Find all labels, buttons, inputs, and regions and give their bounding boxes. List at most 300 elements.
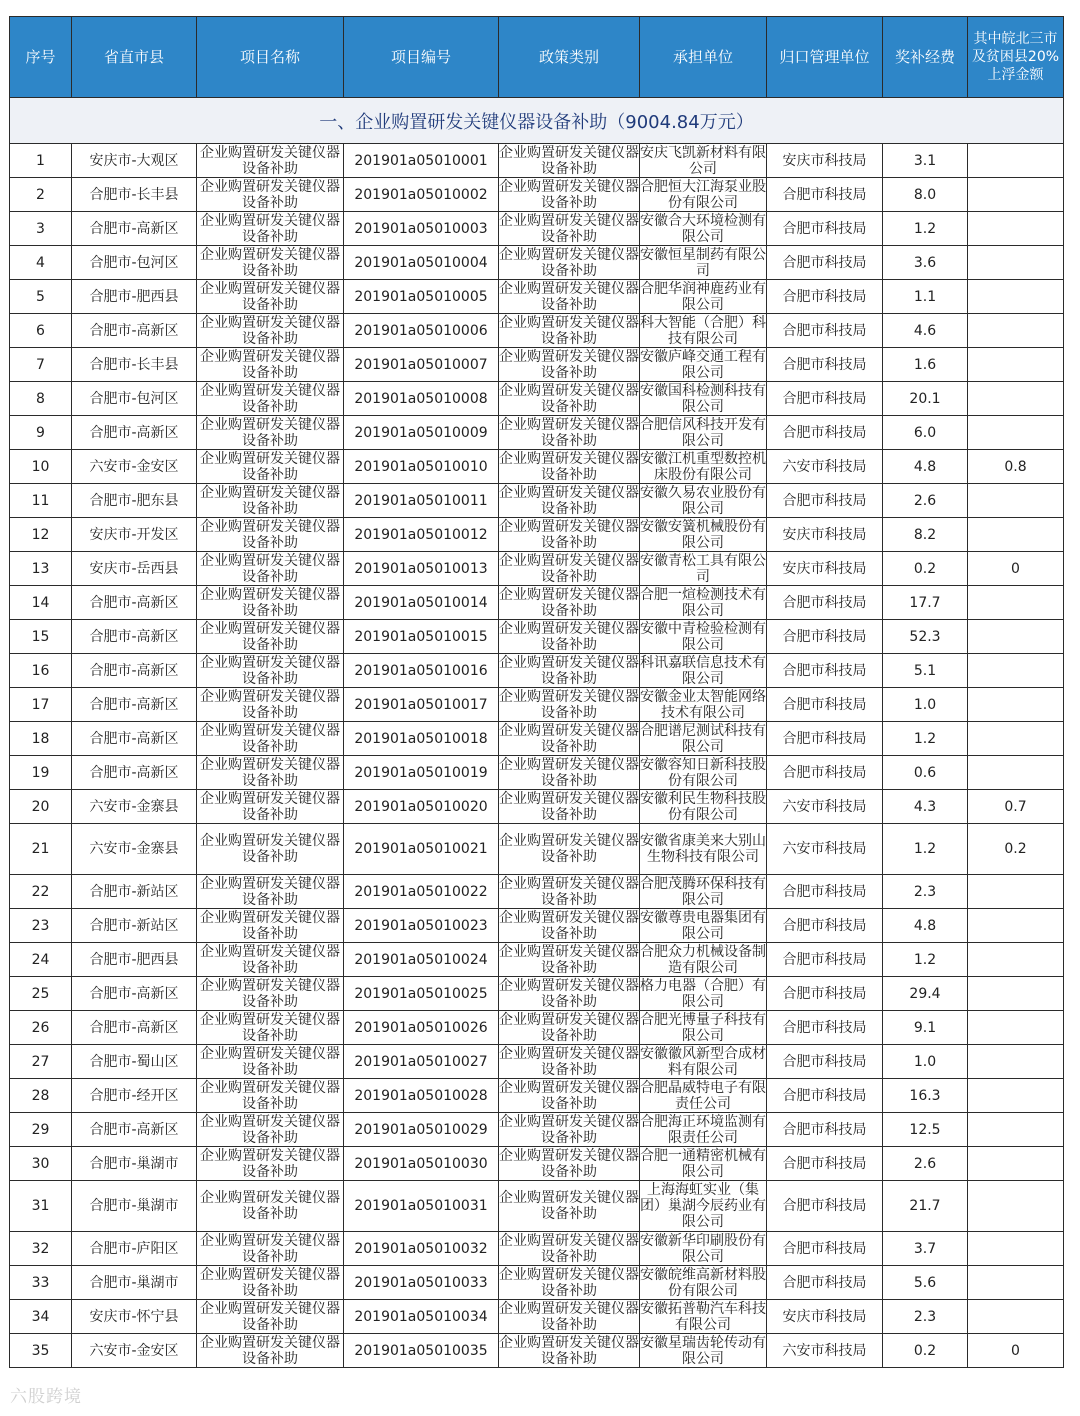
cell-fund: 16.3 bbox=[883, 1079, 968, 1113]
cell-policy: 企业购置研发关键仪器设备补助 bbox=[499, 484, 639, 517]
cell-county: 合肥市-肥东县 bbox=[72, 484, 197, 518]
cell-unit: 合肥晶威特电子有限责任公司 bbox=[640, 1079, 766, 1112]
table-body bbox=[10, 144, 1064, 1368]
cell-county: 合肥市-巢湖市 bbox=[72, 1147, 197, 1181]
cell-project-code: 201901a05010014 bbox=[344, 586, 499, 620]
cell-unit: 合肥光博量子科技有限公司 bbox=[640, 1011, 766, 1044]
table-row bbox=[10, 688, 1064, 722]
cell-project-code: 201901a05010035 bbox=[344, 1334, 499, 1368]
cell-project-code: 201901a05010010 bbox=[344, 450, 499, 484]
cell-county: 合肥市-新站区 bbox=[72, 875, 197, 909]
cell-project-name: 企业购置研发关键仪器设备补助 bbox=[197, 450, 344, 484]
cell-dept: 合肥市科技局 bbox=[767, 314, 883, 348]
cell-project-code: 201901a05010015 bbox=[344, 620, 499, 654]
cell-unit: 安徽尊贵电器集团有限公司 bbox=[640, 909, 766, 942]
cell-county: 合肥市-长丰县 bbox=[72, 348, 197, 382]
cell-index: 34 bbox=[10, 1300, 72, 1334]
cell-index: 33 bbox=[10, 1266, 72, 1300]
cell-index: 31 bbox=[10, 1181, 72, 1232]
table-row bbox=[10, 144, 1064, 178]
cell-project-code: 201901a05010004 bbox=[344, 246, 499, 280]
cell-dept: 合肥市科技局 bbox=[767, 977, 883, 1011]
cell-index: 21 bbox=[10, 824, 72, 875]
cell-unit: 合肥恒大江海泵业股份有限公司 bbox=[640, 178, 766, 211]
cell-county: 六安市-金安区 bbox=[72, 450, 197, 484]
cell-policy: 企业购置研发关键仪器设备补助 bbox=[499, 246, 639, 279]
cell-project-name: 企业购置研发关键仪器设备补助 bbox=[197, 552, 344, 586]
cell-project-code: 201901a05010027 bbox=[344, 1045, 499, 1079]
cell-unit: 安徽皖维高新材料股份有限公司 bbox=[640, 1266, 766, 1299]
cell-unit: 合肥华润神鹿药业有限公司 bbox=[640, 280, 766, 313]
cell-policy: 企业购置研发关键仪器设备补助 bbox=[499, 416, 639, 449]
cell-index: 26 bbox=[10, 1011, 72, 1045]
cell-dept: 合肥市科技局 bbox=[767, 1045, 883, 1079]
cell-fund: 2.3 bbox=[883, 1300, 968, 1334]
cell-fund: 5.6 bbox=[883, 1266, 968, 1300]
table-row bbox=[10, 620, 1064, 654]
cell-extra bbox=[968, 1079, 1064, 1113]
cell-extra bbox=[968, 1113, 1064, 1147]
cell-fund: 1.0 bbox=[883, 1045, 968, 1079]
cell-fund: 3.1 bbox=[883, 144, 968, 178]
subsidy-table bbox=[9, 16, 1064, 1368]
cell-fund: 3.6 bbox=[883, 246, 968, 280]
cell-unit: 安徽容知日新科技股份有限公司 bbox=[640, 756, 766, 789]
cell-unit: 安徽省康美来大别山生物科技有限公司 bbox=[640, 824, 767, 875]
cell-fund: 17.7 bbox=[883, 586, 968, 620]
cell-fund: 4.6 bbox=[883, 314, 968, 348]
cell-index: 2 bbox=[10, 178, 72, 212]
cell-project-code: 201901a05010011 bbox=[344, 484, 499, 518]
cell-county: 安庆市-怀宁县 bbox=[72, 1300, 197, 1334]
cell-fund: 1.2 bbox=[883, 824, 968, 875]
cell-index: 30 bbox=[10, 1147, 72, 1181]
cell-project-code: 201901a05010031 bbox=[344, 1181, 499, 1232]
cell-extra bbox=[968, 348, 1064, 382]
cell-project-name: 企业购置研发关键仪器设备补助 bbox=[197, 943, 344, 977]
cell-project-name: 企业购置研发关键仪器设备补助 bbox=[197, 314, 344, 348]
cell-policy: 企业购置研发关键仪器设备补助 bbox=[499, 348, 639, 381]
cell-unit: 安徽中青检验检测有限公司 bbox=[640, 620, 766, 653]
cell-county: 合肥市-新站区 bbox=[72, 909, 197, 943]
table-row bbox=[10, 1181, 1064, 1232]
cell-index: 24 bbox=[10, 943, 72, 977]
cell-county: 合肥市-经开区 bbox=[72, 1079, 197, 1113]
cell-project-code: 201901a05010016 bbox=[344, 654, 499, 688]
table-row bbox=[10, 1045, 1064, 1079]
cell-policy: 企业购置研发关键仪器设备补助 bbox=[499, 790, 639, 823]
cell-extra bbox=[968, 416, 1064, 450]
cell-project-name: 企业购置研发关键仪器设备补助 bbox=[197, 722, 344, 756]
cell-project-name: 企业购置研发关键仪器设备补助 bbox=[197, 1300, 344, 1334]
cell-extra bbox=[968, 1181, 1064, 1232]
cell-dept: 合肥市科技局 bbox=[767, 586, 883, 620]
cell-policy: 企业购置研发关键仪器设备补助 bbox=[499, 943, 639, 976]
cell-policy: 企业购置研发关键仪器设备补助 bbox=[499, 144, 639, 177]
cell-fund: 1.6 bbox=[883, 348, 968, 382]
cell-dept: 合肥市科技局 bbox=[767, 1147, 883, 1181]
cell-index: 1 bbox=[10, 144, 72, 178]
cell-extra bbox=[968, 1232, 1064, 1266]
cell-county: 合肥市-包河区 bbox=[72, 246, 197, 280]
cell-project-code: 201901a05010005 bbox=[344, 280, 499, 314]
cell-index: 23 bbox=[10, 909, 72, 943]
cell-unit: 安徽合大环境检测有限公司 bbox=[640, 212, 766, 245]
cell-policy: 企业购置研发关键仪器设备补助 bbox=[499, 1113, 639, 1146]
cell-project-name: 企业购置研发关键仪器设备补助 bbox=[197, 348, 344, 382]
cell-project-name: 企业购置研发关键仪器设备补助 bbox=[197, 688, 344, 722]
cell-fund: 12.5 bbox=[883, 1113, 968, 1147]
table-row bbox=[10, 790, 1064, 824]
cell-project-code: 201901a05010012 bbox=[344, 518, 499, 552]
cell-county: 合肥市-庐阳区 bbox=[72, 1232, 197, 1266]
cell-extra bbox=[968, 688, 1064, 722]
cell-unit: 格力电器（合肥）有限公司 bbox=[640, 977, 766, 1010]
cell-project-code: 201901a05010028 bbox=[344, 1079, 499, 1113]
cell-extra bbox=[968, 586, 1064, 620]
table-row bbox=[10, 875, 1064, 909]
cell-fund: 8.0 bbox=[883, 178, 968, 212]
cell-unit: 安徽久易农业股份有限公司 bbox=[640, 484, 766, 517]
cell-project-name: 企业购置研发关键仪器设备补助 bbox=[197, 382, 344, 416]
cell-project-code: 201901a05010009 bbox=[344, 416, 499, 450]
table-row bbox=[10, 212, 1064, 246]
cell-index: 17 bbox=[10, 688, 72, 722]
cell-index: 29 bbox=[10, 1113, 72, 1147]
cell-county: 合肥市-高新区 bbox=[72, 586, 197, 620]
cell-extra bbox=[968, 654, 1064, 688]
cell-county: 合肥市-肥西县 bbox=[72, 943, 197, 977]
cell-policy: 企业购置研发关键仪器设备补助 bbox=[499, 450, 639, 483]
cell-dept: 合肥市科技局 bbox=[767, 1266, 883, 1300]
cell-project-code: 201901a05010023 bbox=[344, 909, 499, 943]
cell-fund: 4.8 bbox=[883, 909, 968, 943]
cell-index: 28 bbox=[10, 1079, 72, 1113]
cell-policy: 企业购置研发关键仪器设备补助 bbox=[499, 1266, 639, 1299]
cell-unit: 合肥众力机械设备制造有限公司 bbox=[640, 943, 766, 976]
cell-project-code: 201901a05010034 bbox=[344, 1300, 499, 1334]
table-row bbox=[10, 348, 1064, 382]
cell-unit: 科大智能（合肥）科技有限公司 bbox=[640, 314, 766, 347]
cell-policy: 企业购置研发关键仪器设备补助 bbox=[499, 212, 639, 245]
cell-index: 3 bbox=[10, 212, 72, 246]
cell-extra bbox=[968, 144, 1064, 178]
cell-index: 25 bbox=[10, 977, 72, 1011]
cell-project-code: 201901a05010003 bbox=[344, 212, 499, 246]
table-row bbox=[10, 1232, 1064, 1266]
cell-fund: 2.6 bbox=[883, 484, 968, 518]
cell-project-name: 企业购置研发关键仪器设备补助 bbox=[197, 909, 344, 943]
table-row bbox=[10, 246, 1064, 280]
cell-project-name: 企业购置研发关键仪器设备补助 bbox=[197, 178, 344, 212]
table-row bbox=[10, 1334, 1064, 1368]
cell-policy: 企业购置研发关键仪器设备补助 bbox=[499, 1334, 639, 1367]
cell-project-code: 201901a05010020 bbox=[344, 790, 499, 824]
cell-county: 合肥市-高新区 bbox=[72, 314, 197, 348]
cell-dept: 合肥市科技局 bbox=[767, 382, 883, 416]
cell-project-code: 201901a05010024 bbox=[344, 943, 499, 977]
cell-unit: 安庆飞凯新材料有限公司 bbox=[640, 144, 766, 177]
cell-fund: 4.8 bbox=[883, 450, 968, 484]
cell-fund: 2.6 bbox=[883, 1147, 968, 1181]
cell-county: 合肥市-高新区 bbox=[72, 1113, 197, 1147]
cell-project-name: 企业购置研发关键仪器设备补助 bbox=[197, 246, 344, 280]
col-header-index: 序号 bbox=[10, 17, 72, 98]
cell-dept: 合肥市科技局 bbox=[767, 246, 883, 280]
cell-project-code: 201901a05010019 bbox=[344, 756, 499, 790]
cell-unit: 安徽金业太智能网络技术有限公司 bbox=[640, 688, 766, 721]
cell-dept: 合肥市科技局 bbox=[767, 484, 883, 518]
cell-index: 6 bbox=[10, 314, 72, 348]
table-row bbox=[10, 1079, 1064, 1113]
cell-fund: 1.0 bbox=[883, 688, 968, 722]
cell-unit: 合肥一通精密机械有限公司 bbox=[640, 1147, 766, 1180]
cell-project-name: 企业购置研发关键仪器设备补助 bbox=[197, 1011, 344, 1045]
cell-unit: 上海海虹实业（集团）巢湖今辰药业有限公司 bbox=[640, 1182, 766, 1230]
cell-fund: 6.0 bbox=[883, 416, 968, 450]
cell-unit: 合肥茂腾环保科技有限公司 bbox=[640, 875, 766, 908]
cell-unit: 合肥信风科技开发有限公司 bbox=[640, 416, 766, 449]
cell-index: 9 bbox=[10, 416, 72, 450]
cell-unit: 安徽徽风新型合成材料有限公司 bbox=[640, 1045, 766, 1078]
table-row bbox=[10, 1266, 1064, 1300]
cell-unit: 安徽国科检测科技有限公司 bbox=[640, 382, 766, 415]
cell-fund: 9.1 bbox=[883, 1011, 968, 1045]
col-header-county: 省直市县 bbox=[72, 17, 197, 98]
cell-project-code: 201901a05010030 bbox=[344, 1147, 499, 1181]
cell-county: 合肥市-高新区 bbox=[72, 654, 197, 688]
cell-unit: 科讯嘉联信息技术有限公司 bbox=[640, 654, 766, 687]
cell-policy: 企业购置研发关键仪器设备补助 bbox=[499, 1011, 639, 1044]
cell-county: 合肥市-高新区 bbox=[72, 416, 197, 450]
cell-index: 10 bbox=[10, 450, 72, 484]
cell-extra: 0.8 bbox=[968, 450, 1064, 484]
cell-policy: 企业购置研发关键仪器设备补助 bbox=[499, 1079, 639, 1112]
cell-unit: 合肥一煊检测技术有限公司 bbox=[640, 586, 766, 619]
cell-fund: 4.3 bbox=[883, 790, 968, 824]
cell-dept: 合肥市科技局 bbox=[767, 178, 883, 212]
cell-dept: 合肥市科技局 bbox=[767, 620, 883, 654]
cell-index: 14 bbox=[10, 586, 72, 620]
cell-extra bbox=[968, 212, 1064, 246]
cell-county: 合肥市-高新区 bbox=[72, 212, 197, 246]
cell-extra bbox=[968, 246, 1064, 280]
cell-policy: 企业购置研发关键仪器设备补助 bbox=[499, 1181, 640, 1232]
cell-dept: 合肥市科技局 bbox=[767, 722, 883, 756]
cell-county: 合肥市-巢湖市 bbox=[72, 1266, 197, 1300]
cell-fund: 3.7 bbox=[883, 1232, 968, 1266]
cell-project-name: 企业购置研发关键仪器设备补助 bbox=[197, 1113, 344, 1147]
cell-policy: 企业购置研发关键仪器设备补助 bbox=[499, 620, 639, 653]
cell-index: 22 bbox=[10, 875, 72, 909]
cell-fund: 1.2 bbox=[883, 943, 968, 977]
col-header-project-name: 项目名称 bbox=[197, 17, 344, 98]
cell-policy: 企业购置研发关键仪器设备补助 bbox=[499, 314, 639, 347]
section-row bbox=[10, 98, 1064, 144]
cell-extra bbox=[968, 620, 1064, 654]
table-row bbox=[10, 722, 1064, 756]
cell-extra bbox=[968, 943, 1064, 977]
cell-project-name: 企业购置研发关键仪器设备补助 bbox=[197, 875, 344, 909]
cell-dept: 六安市科技局 bbox=[767, 790, 883, 824]
table-row bbox=[10, 756, 1064, 790]
cell-dept: 合肥市科技局 bbox=[767, 909, 883, 943]
cell-project-name: 企业购置研发关键仪器设备补助 bbox=[197, 1334, 344, 1368]
cell-extra bbox=[968, 1147, 1064, 1181]
cell-county: 合肥市-高新区 bbox=[72, 722, 197, 756]
cell-fund: 52.3 bbox=[883, 620, 968, 654]
cell-project-code: 201901a05010006 bbox=[344, 314, 499, 348]
header-row bbox=[10, 17, 1064, 98]
cell-project-code: 201901a05010002 bbox=[344, 178, 499, 212]
cell-policy: 企业购置研发关键仪器设备补助 bbox=[499, 756, 639, 789]
cell-project-code: 201901a05010029 bbox=[344, 1113, 499, 1147]
cell-policy: 企业购置研发关键仪器设备补助 bbox=[499, 654, 639, 687]
cell-dept: 安庆市科技局 bbox=[767, 1300, 883, 1334]
table-row bbox=[10, 552, 1064, 586]
table-row bbox=[10, 977, 1064, 1011]
cell-project-name: 企业购置研发关键仪器设备补助 bbox=[197, 977, 344, 1011]
cell-fund: 1.2 bbox=[883, 212, 968, 246]
cell-policy: 企业购置研发关键仪器设备补助 bbox=[499, 875, 639, 908]
cell-project-name: 企业购置研发关键仪器设备补助 bbox=[197, 280, 344, 314]
col-header-extra: 其中皖北三市及贫困县20%上浮金额 bbox=[968, 17, 1064, 98]
cell-county: 安庆市-岳西县 bbox=[72, 552, 197, 586]
cell-index: 5 bbox=[10, 280, 72, 314]
cell-policy: 企业购置研发关键仪器设备补助 bbox=[499, 586, 639, 619]
cell-dept: 合肥市科技局 bbox=[767, 348, 883, 382]
cell-dept: 安庆市科技局 bbox=[767, 552, 883, 586]
cell-index: 35 bbox=[10, 1334, 72, 1368]
cell-project-name: 企业购置研发关键仪器设备补助 bbox=[197, 790, 344, 824]
cell-county: 六安市-金寨县 bbox=[72, 824, 197, 875]
cell-fund: 20.1 bbox=[883, 382, 968, 416]
cell-fund: 0.6 bbox=[883, 756, 968, 790]
table-row bbox=[10, 586, 1064, 620]
cell-extra bbox=[968, 314, 1064, 348]
table-row bbox=[10, 280, 1064, 314]
table-row bbox=[10, 654, 1064, 688]
cell-dept: 合肥市科技局 bbox=[767, 688, 883, 722]
cell-policy: 企业购置研发关键仪器设备补助 bbox=[499, 1300, 639, 1333]
table-row bbox=[10, 824, 1064, 875]
cell-policy: 企业购置研发关键仪器设备补助 bbox=[499, 1232, 639, 1265]
cell-policy: 企业购置研发关键仪器设备补助 bbox=[499, 178, 639, 211]
cell-extra bbox=[968, 756, 1064, 790]
cell-dept: 合肥市科技局 bbox=[767, 654, 883, 688]
cell-index: 7 bbox=[10, 348, 72, 382]
cell-dept: 合肥市科技局 bbox=[767, 1181, 883, 1232]
cell-fund: 21.7 bbox=[883, 1181, 968, 1232]
col-header-project-code: 项目编号 bbox=[344, 17, 499, 98]
cell-unit: 安徽庐峰交通工程有限公司 bbox=[640, 348, 766, 381]
cell-fund: 8.2 bbox=[883, 518, 968, 552]
table-row bbox=[10, 382, 1064, 416]
cell-policy: 企业购置研发关键仪器设备补助 bbox=[499, 722, 639, 755]
section-title: 一、企业购置研发关键仪器设备补助（9004.84万元） bbox=[10, 98, 1064, 144]
cell-dept: 合肥市科技局 bbox=[767, 416, 883, 450]
table-row bbox=[10, 518, 1064, 552]
cell-fund: 1.1 bbox=[883, 280, 968, 314]
cell-fund: 2.3 bbox=[883, 875, 968, 909]
cell-extra bbox=[968, 178, 1064, 212]
cell-policy: 企业购置研发关键仪器设备补助 bbox=[499, 977, 639, 1010]
cell-policy: 企业购置研发关键仪器设备补助 bbox=[499, 382, 639, 415]
cell-county: 合肥市-巢湖市 bbox=[72, 1181, 197, 1232]
cell-dept: 安庆市科技局 bbox=[767, 144, 883, 178]
cell-project-name: 企业购置研发关键仪器设备补助 bbox=[197, 484, 344, 518]
table-row bbox=[10, 450, 1064, 484]
cell-project-code: 201901a05010026 bbox=[344, 1011, 499, 1045]
cell-unit: 安徽恒星制药有限公司 bbox=[640, 246, 766, 279]
cell-county: 合肥市-高新区 bbox=[72, 977, 197, 1011]
cell-unit: 合肥谱尼测试科技有限公司 bbox=[640, 722, 766, 755]
cell-project-name: 企业购置研发关键仪器设备补助 bbox=[197, 620, 344, 654]
cell-project-name: 企业购置研发关键仪器设备补助 bbox=[197, 1147, 344, 1181]
cell-extra bbox=[968, 875, 1064, 909]
table-row bbox=[10, 1300, 1064, 1334]
cell-county: 合肥市-肥西县 bbox=[72, 280, 197, 314]
cell-unit: 安徽江机重型数控机床股份有限公司 bbox=[640, 450, 766, 483]
cell-dept: 安庆市科技局 bbox=[767, 518, 883, 552]
cell-extra bbox=[968, 977, 1064, 1011]
cell-index: 15 bbox=[10, 620, 72, 654]
cell-project-name: 企业购置研发关键仪器设备补助 bbox=[197, 518, 344, 552]
cell-policy: 企业购置研发关键仪器设备补助 bbox=[499, 824, 640, 875]
cell-extra bbox=[968, 518, 1064, 552]
cell-dept: 合肥市科技局 bbox=[767, 875, 883, 909]
table-row bbox=[10, 1113, 1064, 1147]
cell-project-name: 企业购置研发关键仪器设备补助 bbox=[197, 416, 344, 450]
cell-dept: 六安市科技局 bbox=[767, 824, 883, 875]
cell-unit: 安徽利民生物科技股份有限公司 bbox=[640, 790, 766, 823]
table-row bbox=[10, 909, 1064, 943]
cell-project-code: 201901a05010033 bbox=[344, 1266, 499, 1300]
cell-fund: 0.2 bbox=[883, 1334, 968, 1368]
cell-policy: 企业购置研发关键仪器设备补助 bbox=[499, 1147, 639, 1180]
cell-fund: 29.4 bbox=[883, 977, 968, 1011]
cell-extra bbox=[968, 722, 1064, 756]
cell-policy: 企业购置研发关键仪器设备补助 bbox=[499, 552, 639, 585]
cell-county: 合肥市-高新区 bbox=[72, 620, 197, 654]
cell-index: 4 bbox=[10, 246, 72, 280]
cell-policy: 企业购置研发关键仪器设备补助 bbox=[499, 909, 639, 942]
cell-unit: 安徽新华印刷股份有限公司 bbox=[640, 1232, 766, 1265]
cell-index: 11 bbox=[10, 484, 72, 518]
cell-project-code: 201901a05010032 bbox=[344, 1232, 499, 1266]
cell-fund: 5.1 bbox=[883, 654, 968, 688]
cell-index: 18 bbox=[10, 722, 72, 756]
cell-project-name: 企业购置研发关键仪器设备补助 bbox=[197, 1079, 344, 1113]
cell-dept: 合肥市科技局 bbox=[767, 943, 883, 977]
cell-county: 合肥市-高新区 bbox=[72, 688, 197, 722]
cell-county: 合肥市-高新区 bbox=[72, 1011, 197, 1045]
cell-county: 六安市-金安区 bbox=[72, 1334, 197, 1368]
table-row bbox=[10, 943, 1064, 977]
cell-project-name: 企业购置研发关键仪器设备补助 bbox=[197, 654, 344, 688]
cell-dept: 合肥市科技局 bbox=[767, 1113, 883, 1147]
cell-index: 13 bbox=[10, 552, 72, 586]
table-row bbox=[10, 484, 1064, 518]
cell-unit: 安徽星瑞齿轮传动有限公司 bbox=[640, 1334, 766, 1367]
cell-index: 27 bbox=[10, 1045, 72, 1079]
cell-index: 19 bbox=[10, 756, 72, 790]
cell-extra bbox=[968, 1011, 1064, 1045]
cell-unit: 合肥海正环境监测有限责任公司 bbox=[640, 1113, 766, 1146]
cell-extra bbox=[968, 280, 1064, 314]
table-row bbox=[10, 314, 1064, 348]
cell-dept: 合肥市科技局 bbox=[767, 756, 883, 790]
